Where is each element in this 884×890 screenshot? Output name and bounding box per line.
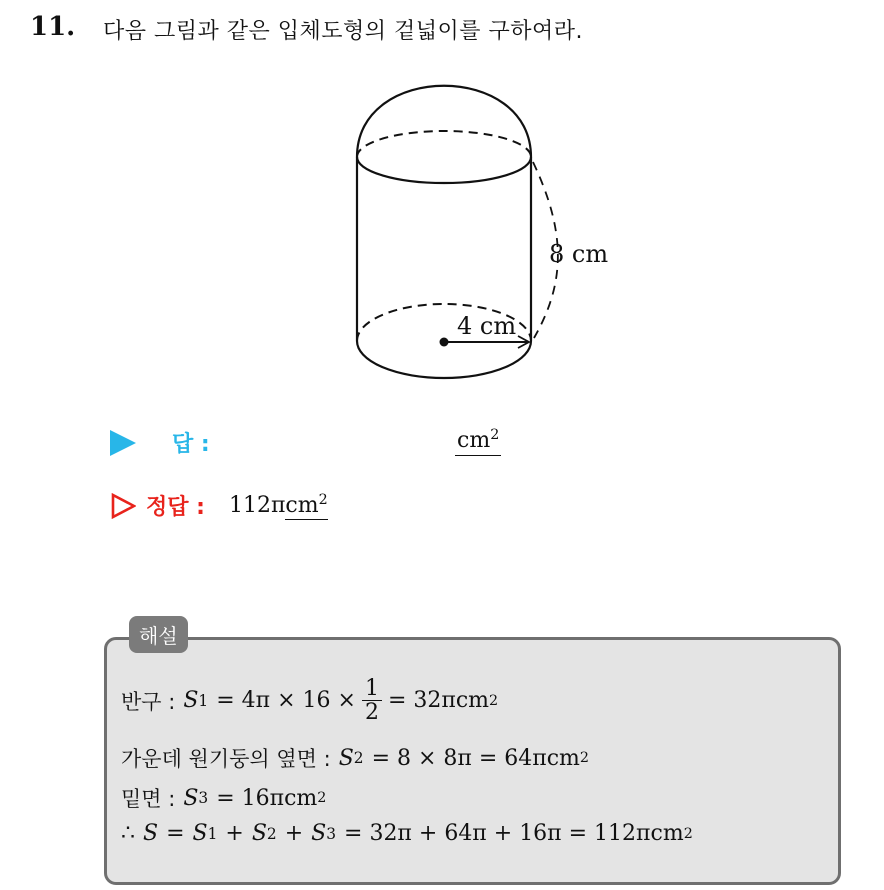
answer-label: 답 :	[172, 432, 210, 457]
lateral-label: 가운데 원기둥의 옆면 :	[121, 747, 331, 771]
correct-answer-value	[229, 493, 328, 518]
top-ellipse-front	[357, 157, 531, 183]
fraction-one-half	[362, 677, 382, 724]
s1-symbol: S	[183, 688, 199, 714]
correct-answer-unit-wrap	[285, 493, 327, 520]
correct-answer-row	[110, 490, 328, 521]
solution-line-lateral: 가운데 원기둥의 옆면 : S 2 = 8 × 8π = 64πcm 2	[121, 743, 589, 773]
answer-unit-exp: 2	[490, 427, 500, 444]
fraction-numerator: 1	[362, 677, 382, 701]
correct-answer-label: 정답 :	[146, 495, 205, 520]
solution-line-hemisphere: 반구 : S 1 = 4π × 16 × $\frac{1}{2}$ = 32πcm 2	[121, 676, 499, 726]
top-ellipse-back	[357, 131, 531, 157]
correct-answer-unit-exp: 2	[318, 492, 328, 509]
total-s1: S	[192, 821, 208, 846]
base-expr: = 16πcm	[216, 785, 318, 811]
correct-answer-number: 112π	[228, 493, 286, 518]
solid-figure	[340, 82, 620, 392]
total-eq: =	[166, 821, 185, 846]
solution-line-base: 밑면 : S 3 = 16πcm 2	[121, 783, 326, 813]
radius-label: 4 cm	[457, 312, 517, 340]
total-s2: S	[251, 821, 267, 846]
correct-answer-unit: cm	[285, 493, 319, 518]
total-plus2: +	[284, 821, 304, 846]
total-s3: S	[311, 821, 327, 846]
outline-arrow-icon	[110, 493, 136, 519]
lateral-expr: = 8 × 8π = 64πcm	[371, 745, 580, 771]
answer-row	[110, 427, 210, 458]
total-result: = 32π + 64π + 16π = 112πcm	[344, 821, 684, 846]
total-plus1: +	[225, 821, 244, 846]
hemisphere-expr-b: = 32πcm	[387, 688, 489, 714]
solution-tag: 해설	[129, 616, 188, 653]
s2-symbol: S	[338, 745, 354, 771]
bottom-ellipse-front	[357, 341, 531, 378]
s3-symbol: S	[183, 785, 199, 811]
hemisphere-label: 반구 :	[121, 689, 176, 714]
play-arrow-icon	[110, 430, 136, 456]
hemisphere-expr-a: = 4π × 16 ×	[216, 688, 356, 714]
answer-blank[interactable]	[455, 428, 501, 456]
question-number: 11.	[30, 12, 76, 42]
base-label: 밑면 :	[121, 787, 176, 811]
total-s-symbol: S	[143, 821, 159, 846]
answer-unit: cm	[457, 428, 491, 453]
therefore-symbol: ∴	[121, 821, 135, 846]
solution-line-total: ∴ S = S 1 + S 2 + S 3 = 32π + 64π + 16π = 112πcm 2	[121, 821, 693, 846]
fraction-denominator: 2	[364, 700, 379, 726]
question-text: 다음 그림과 같은 입체도형의 겉넓이를 구하여라.	[103, 19, 584, 44]
height-label: 8 cm	[549, 240, 609, 268]
hemisphere-dome	[357, 86, 531, 157]
